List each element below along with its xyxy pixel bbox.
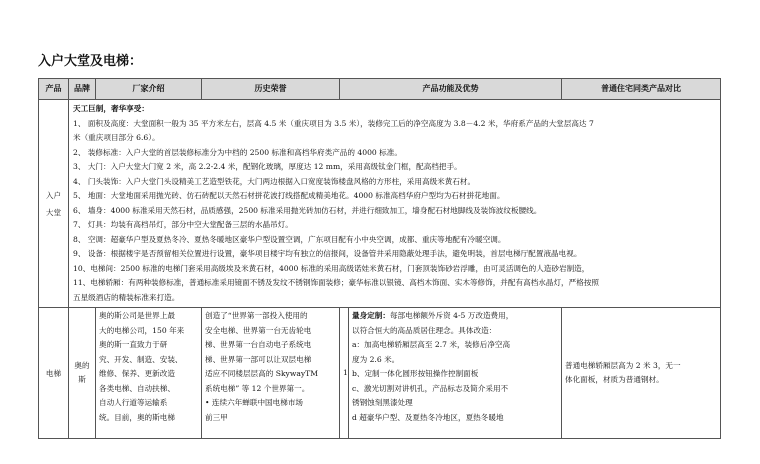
lobby-item: 7、 灯具：均装有高档吊灯，部分中空大堂配备三层的水晶吊灯。	[73, 220, 293, 229]
feature-lead: 量身定制：	[352, 311, 390, 320]
header-features: 产品功能及优势	[340, 79, 562, 100]
lobby-row	[39, 100, 721, 308]
spec-table	[38, 78, 721, 439]
elevator-brand: 奥的 斯	[69, 308, 96, 439]
lobby-item: 3、 大门：入户大堂大门宽 2 米，高 2.2-2.4 米，配钢化玻璃，厚度达 12 mm，采用高级钛金门框，配高档把手。	[73, 162, 462, 171]
elevator-intro: 奥的斯公司是世界上最 大的电梯公司，150 年来 奥的斯一直致力于研 究、开发、制造、安装、 维修、保养、更新改造 各类电梯、自动扶梯、 自动人行道等运输系 统。目前，奥的斯电梯	[96, 308, 202, 439]
lobby-category: 入户 大堂	[39, 100, 69, 308]
header-comparison: 普通住宅同类产品对比	[562, 79, 721, 100]
lobby-item: 6、 墙身：4000 标准采用天然石材，品质感强，2500 标准采用抛光砖加仿石材，并进行细致加工，墙身配石材地脚线及装饰波纹板腰线。	[73, 205, 542, 215]
section-title: 入户大堂及电梯：	[38, 54, 143, 69]
lobby-item: 1、 面积及高度：大堂面积一般为 35 平方米左右，层高 4.5 米（重庆项目为 3.5 米），装修完工后的净空高度为 3.8－4.2 米，华府系产品的大堂层高达 7	[73, 118, 594, 128]
elevator-features: 量身定制：每部电梯额外斥资 4-5 万改造费用， 以符合恒大的高品质居住理念。具体改造： a：加高电梯轿厢层高至 2.7 米，装修后净空高 度为 2.6 米。 b、定制一体化圆形按钮操作控制面板 c、激光切割对讲机孔，产品标志及简介采用不 锈钢蚀刻黑漆处理 d 超豪华户型、及夏热冬冷地区，夏热冬暖地	[349, 308, 562, 439]
elevator-comparison: 普通电梯轿厢层高为 2 米 3，无一 体化面板，材质为普通钢材。	[562, 308, 721, 439]
lobby-item: 8、 空调：超豪华户型及夏热冬冷、夏热冬暖地区豪华户型设置空调，广东项目配有小中央空调，成都、重庆等地配有冷暖空调。	[73, 234, 506, 244]
lobby-item: 米（重庆项目部分 6.6）。	[73, 133, 160, 142]
elevator-category: 电梯	[39, 308, 69, 439]
elevator-history: 创造了“世界第一部投入使用的 安全电梯、世界第一台无齿轮电 梯、世界第一台自动电子系统电 梯、世界第一部可以让双层电梯 适应不同楼层层高的 SkywayTM 系统电梯” 等 12 个世界第一。 • 连续六年蝉联中国电梯市场 前三甲	[202, 308, 340, 439]
lobby-details	[69, 100, 721, 308]
lobby-item: 10、电梯间：2500 标准的电梯门套采用高级埃及米黄石材，4000 标准的采用高级诺娃米黄石材，门套顶装饰砂岩浮雕，由可灵活调色的人造砂岩制造，	[73, 263, 590, 273]
lobby-item: 11、电梯轿厢：有两种装修标准，普通标准采用镜面不锈及发纹不锈钢饰面装修；豪华标准以银镜、高档木饰面、实木等修饰，并配有高档水晶灯，严格按照	[73, 278, 600, 287]
elevator-row	[39, 308, 721, 439]
lobby-item: 9、 设备：根据楼宇是否预留相关位置进行设置，豪华项目楼宇均有独立的信报间，设备管井采用隐蔽处理手法，避免明装，首层电梯厅配置液晶电视。	[73, 249, 582, 258]
lobby-item: 五星级酒店的精装标准来打造。	[73, 292, 180, 302]
lobby-heading: 天工巨制，奢华享受：	[73, 104, 149, 113]
header-manufacturer: 厂家介绍	[96, 79, 202, 100]
lobby-item: 4、 门头装饰：入户大堂门头设精美工艺造型铁花，大门两边根据入口宽度装饰楼盘风格的方形柱，采用高级米黄石材。	[73, 176, 476, 186]
elevator-number: 1	[340, 308, 349, 439]
header-history: 历史荣誉	[202, 79, 340, 100]
lobby-item: 5、 地面：大堂地面采用抛光砖、仿石砖配以天然石材拼花波打线搭配成精美地花。4000 标准高档华府户型均为石材拼花地面。	[73, 191, 505, 200]
header-row	[39, 79, 721, 100]
lobby-item: 2、 装修标准：入户大堂的首层装修标准分为中档的 2500 标准和高档华府类产品的 4000 标准。	[73, 147, 402, 157]
header-brand: 品牌	[69, 79, 96, 100]
header-product: 产品	[39, 79, 69, 100]
